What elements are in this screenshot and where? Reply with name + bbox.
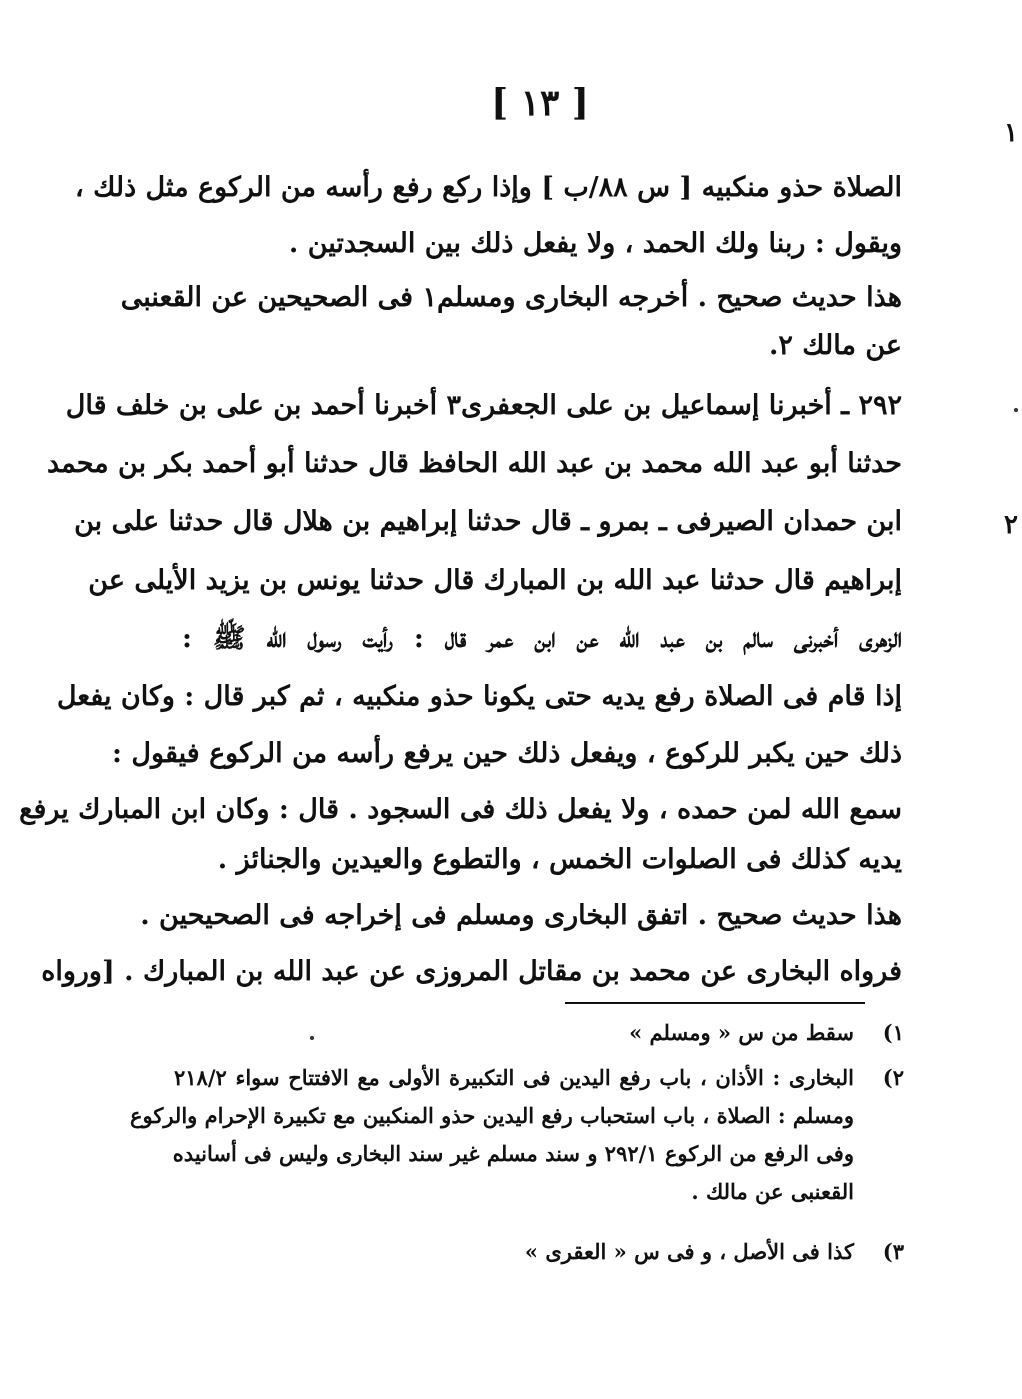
- footnote-2: [174, 1062, 904, 1094]
- footnote-separator: [565, 1002, 865, 1004]
- body-line: ويقول : ربنا ولك الحمد ، ولا يفعل ذلك بين السجدتين .: [288, 228, 902, 259]
- body-line: ابن حمدان الصيرفى ـ بمرو ـ قال حدثنا إبراهيم بن هلال قال حدثنا على بن: [74, 506, 902, 537]
- footnote-2-line: [129, 1100, 904, 1132]
- footnote-2-line: [174, 1176, 904, 1208]
- footnote-1: [174, 1017, 904, 1049]
- body-line: يديه كذلك فى الصلوات الخمس ، والتطوع والعيدين والجنائز .: [217, 844, 902, 875]
- footnote-number: ٢): [882, 1065, 904, 1090]
- body-line: سمع الله لمن حمده ، ولا يفعل ذلك فى السجود . قال : وكان ابن المبارك يرفع: [19, 794, 902, 825]
- margin-mark: ۱: [1004, 118, 1018, 148]
- footnote-text: سقط من س « ومسلم »: [629, 1020, 854, 1045]
- body-line: حدثنا أبو عبد الله محمد بن عبد الله الحافظ قال حدثنا أبو أحمد بكر بن محمد: [46, 448, 902, 479]
- speck: [1014, 408, 1018, 412]
- body-line: الصلاة حذو منكبيه [ س ٨٨/ب ] وإذا ركع رفع رأسه من الركوع مثل ذلك ،: [74, 172, 902, 203]
- footnote-text: القعنبى عن مالك .: [691, 1179, 854, 1204]
- body-line: إبراهيم قال حدثنا عبد الله بن المبارك قال حدثنا يونس بن يزيد الأيلى عن: [88, 565, 902, 596]
- page-number: [ ١٣ ]: [491, 82, 589, 124]
- footnote-number: ٣): [882, 1239, 904, 1264]
- body-line: عن مالك ٢.: [768, 330, 902, 361]
- footnote-number: ١): [882, 1020, 904, 1045]
- footnote-3: [174, 1236, 904, 1268]
- footnote-text: وفى الرفع من الركوع ٢٩٢/١ و سند مسلم غير سند البخارى وليس فى أسانيده: [172, 1141, 854, 1166]
- body-line: هذا حديث صحيح . أخرجه البخارى ومسلم١ فى الصحيحين عن القعنبى: [120, 282, 902, 313]
- body-line: فرواه البخارى عن محمد بن مقاتل المروزى عن عبد الله بن المبارك . [ورواه: [41, 956, 902, 987]
- body-line: هذا حديث صحيح . اتفق البخارى ومسلم فى إخراجه فى الصحيحين .: [140, 900, 902, 931]
- body-line: ٢٩٢ ـ أخبرنا إسماعيل بن على الجعفرى٣ أخبرنا أحمد بن على بن خلف قال: [65, 390, 902, 421]
- body-line: ذلك حين يكبر للركوع ، ويفعل ذلك حين يرفع رأسه من الركوع فيقول :: [112, 738, 902, 769]
- footnote-2-line: [174, 1138, 904, 1170]
- footnote-text: ومسلم : الصلاة ، باب استحباب رفع اليدين حذو المنكبين مع تكبيرة الإحرام والركوع: [129, 1103, 854, 1128]
- footnote-text: كذا فى الأصل ، و فى س « العقرى »: [524, 1239, 854, 1264]
- body-line: إذا قام فى الصلاة رفع يديه حتى يكونا حذو منكبيه ، ثم كبر قال : وكان يفعل: [56, 681, 902, 712]
- margin-mark: ۲: [1004, 510, 1018, 540]
- body-line: الزهرى أخبرنى سالم بن عبد الله عن ابن عمر قال : رأيت رسول الله ﷺ :: [182, 623, 902, 654]
- footnote-text: البخارى : الأذان ، باب رفع اليدين فى التكبيرة الأولى مع الافتتاح سواء ٢١٨/٢: [174, 1065, 854, 1090]
